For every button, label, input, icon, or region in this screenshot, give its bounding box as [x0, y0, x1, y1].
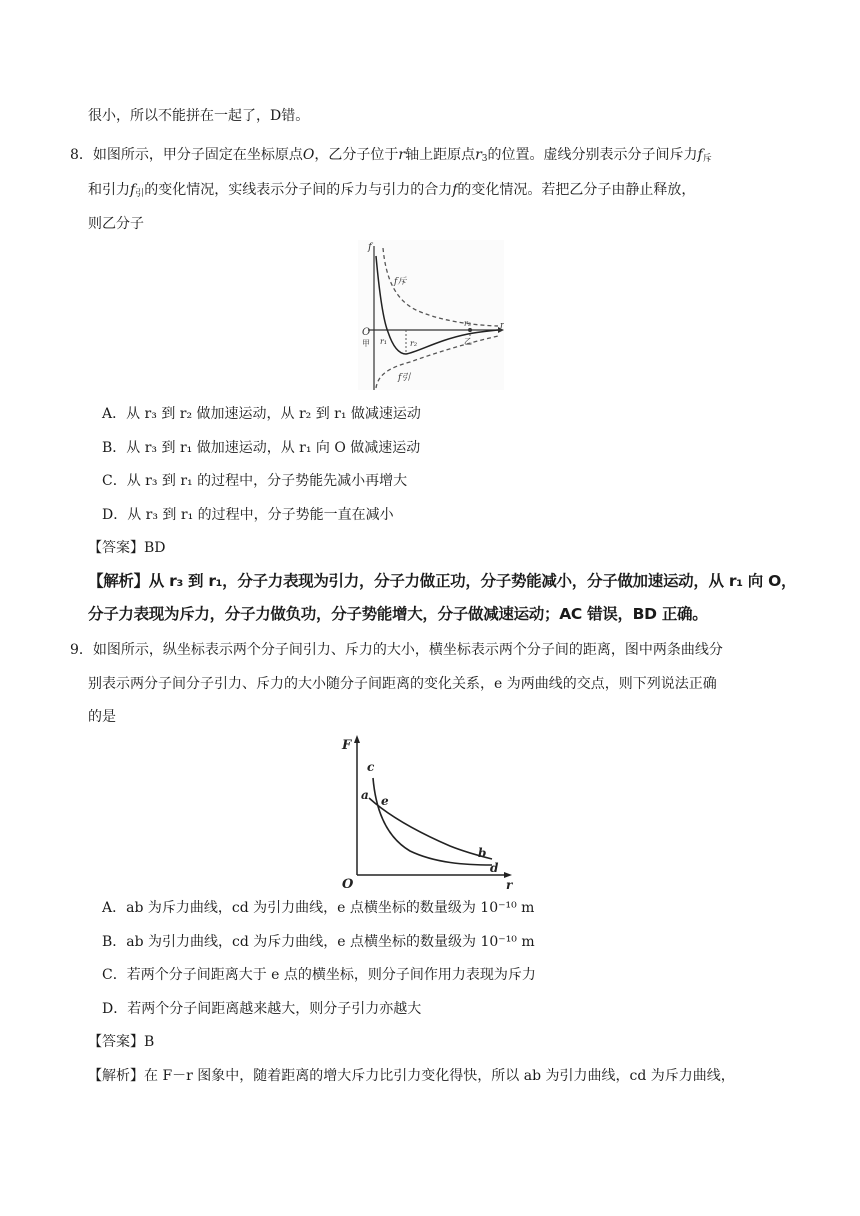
- question-9-option-b: B．ab 为引力曲线，cd 为斥力曲线，e 点横坐标的数量级为 10⁻¹⁰ m: [102, 934, 535, 950]
- question-8-option-b: B．从 r₃ 到 r₁ 做加速运动，从 r₁ 向 O 做减速运动: [102, 440, 421, 456]
- question-9-stem-line-1: 9．如图所示，纵坐标表示两个分子间引力、斥力的大小，横坐标表示两个分子间的距离，图中两条曲线分: [70, 642, 723, 658]
- question-8-option-c: C．从 r₃ 到 r₁ 的过程中，分子势能先减小再增大: [102, 473, 408, 489]
- text-line: 很小，所以不能拼在一起了，D错。: [88, 108, 310, 124]
- label-origin: O: [342, 877, 354, 891]
- question-9-option-d: D．若两个分子间距离越来越大，则分子引力亦越大: [102, 1001, 422, 1017]
- question-9-option-a: A．ab 为斥力曲线，cd 为引力曲线，e 点横坐标的数量级为 10⁻¹⁰ m: [102, 900, 535, 916]
- label-r-axis: r: [506, 878, 513, 891]
- label-f: f: [368, 242, 372, 253]
- label-yi: 乙: [464, 337, 472, 346]
- label-r2: r₂: [410, 339, 418, 348]
- question-9-stem-line-2: 别表示两分子间分子引力、斥力的大小随分子间距离的变化关系，e 为两曲线的交点，则下列说法正确: [88, 676, 717, 692]
- figure-force-distance: [340, 733, 520, 891]
- label-f-rep: f斥: [394, 277, 407, 287]
- label-origin: O: [362, 327, 371, 338]
- curve-cd: [373, 778, 492, 865]
- question-8-stem-line-3: 则乙分子: [88, 216, 144, 232]
- label-d: d: [490, 861, 499, 875]
- figure-molecular-force: [358, 240, 504, 390]
- label-e: e: [381, 794, 389, 808]
- question-9-answer: 【答案】B: [88, 1034, 155, 1050]
- label-a: a: [361, 788, 369, 802]
- question-8-explanation-line-2: 分子力表现为斥力，分子力做负功，分子势能增大，分子做减速运动；AC 错误，BD 正确。: [88, 605, 708, 623]
- question-9-option-c: C．若两个分子间距离大于 e 点的横坐标，则分子间作用力表现为斥力: [102, 967, 536, 983]
- question-8-answer: 【答案】BD: [88, 540, 166, 556]
- label-jia: 甲: [362, 339, 370, 348]
- label-r-axis: r: [500, 321, 504, 331]
- question-8-explanation-line-1: 【解析】从 r₃ 到 r₁，分子力表现为引力，分子力做正功，分子势能减小，分子做加速运动，从 r₁ 向 O，: [88, 572, 797, 590]
- molecule-yi-dot: [468, 328, 472, 332]
- question-8-stem-line-1: 8．如图所示，甲分子固定在坐标原点O，乙分子位于r轴上距原点$r_3$的位置。虚线分别表示分子间斥力$f_斥$: [70, 147, 712, 164]
- label-f-att: f引: [398, 373, 411, 383]
- label-r3: r₃: [464, 319, 472, 328]
- label-F: F: [342, 738, 352, 753]
- label-b: b: [478, 846, 487, 860]
- question-8-stem-line-2: 和引力$f_引$的变化情况，实线表示分子间的斥力与引力的合力f的变化情况。若把乙分子由静止释放，: [88, 182, 696, 199]
- question-9-explanation: 【解析】在 F－r 图象中，随着距离的增大斥力比引力变化得快，所以 ab 为引力曲线，cd 为斥力曲线，: [88, 1068, 735, 1084]
- question-8-option-a: A．从 r₃ 到 r₂ 做加速运动，从 r₂ 到 r₁ 做减速运动: [102, 406, 421, 422]
- question-8-option-d: D．从 r₃ 到 r₁ 的过程中，分子势能一直在减小: [102, 507, 394, 523]
- question-9-stem-line-3: 的是: [88, 709, 116, 725]
- label-r1: r₁: [380, 337, 388, 346]
- label-c: c: [367, 760, 375, 774]
